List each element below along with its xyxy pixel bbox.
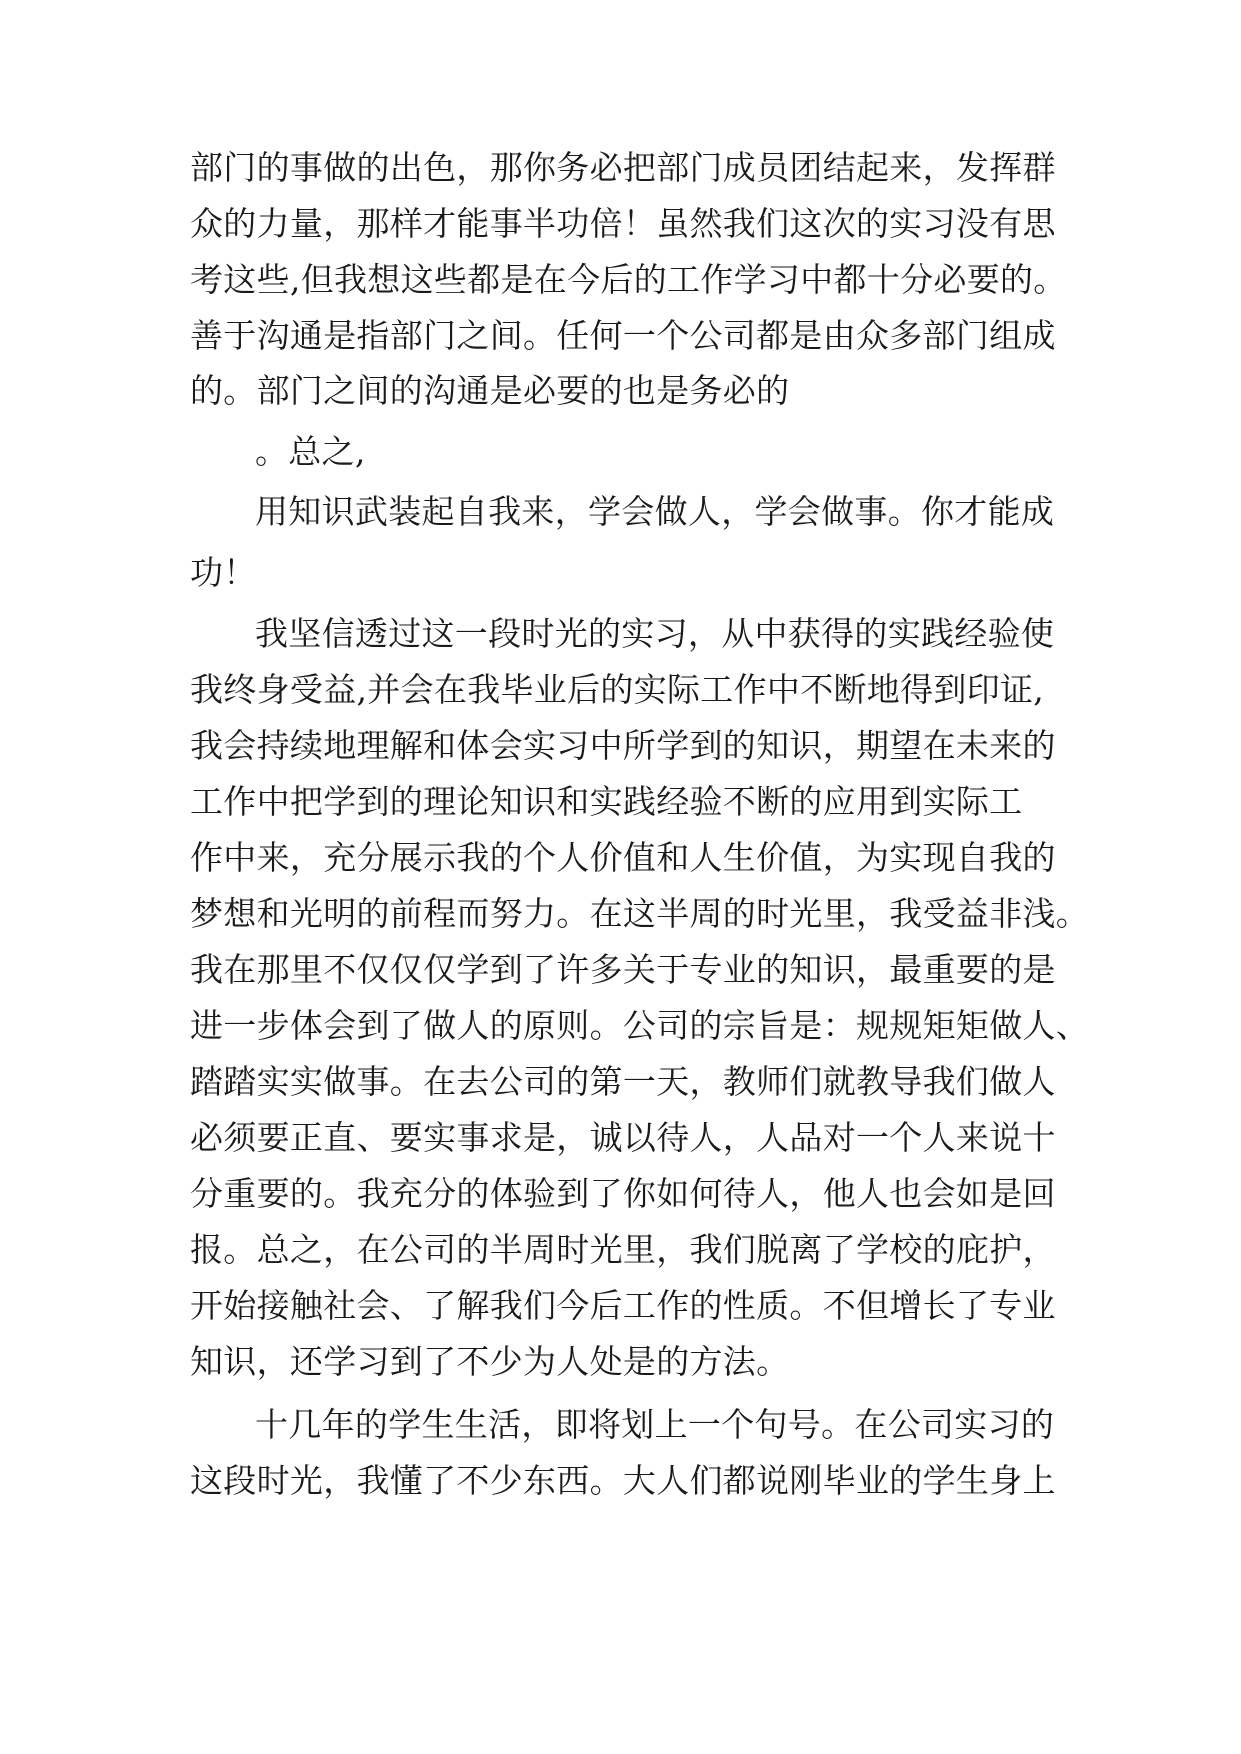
text-line: 进一步体会到了做人的原则。公司的宗旨是：规规矩矩做人、 xyxy=(190,1006,1090,1045)
text-line: 必须要正直、要实事求是，诚以待人，人品对一个人来说十 xyxy=(190,1118,1056,1157)
text-line: 梦想和光明的前程而努力。在这半周的时光里，我受益非浅。 xyxy=(190,894,1090,933)
text-line: 我坚信透过这一段时光的实习，从中获得的实践经验使 xyxy=(255,614,1055,653)
text-line: 知识，还学习到了不少为人处是的方法。 xyxy=(190,1342,790,1381)
text-line: 众的力量，那样才能事半功倍！虽然我们这次的实习没有思 xyxy=(190,204,1056,243)
text-line: 工作中把学到的理论知识和实践经验不断的应用到实际工 xyxy=(190,782,1023,821)
text-line: 部门的事做的出色，那你务必把部门成员团结起来，发挥群 xyxy=(190,148,1056,187)
text-line: 用知识武装起自我来，学会做人，学会做事。你才能成 xyxy=(255,492,1055,531)
text-line: 报。总之，在公司的半周时光里，我们脱离了学校的庇护， xyxy=(190,1230,1056,1269)
text-line: 我会持续地理解和体会实习中所学到的知识，期望在未来的 xyxy=(190,726,1056,765)
text-line: 善于沟通是指部门之间。任何一个公司都是由众多部门组成 xyxy=(190,316,1056,355)
text-line: 开始接触社会、了解我们今后工作的性质。不但增长了专业 xyxy=(190,1286,1056,1325)
text-line: 功！ xyxy=(190,553,257,592)
text-line: 分重要的。我充分的体验到了你如何待人，他人也会如是回 xyxy=(190,1174,1056,1213)
text-line: 。总之, xyxy=(255,432,366,471)
text-line: 作中来，充分展示我的个人价值和人生价值，为实现自我的 xyxy=(190,838,1056,877)
text-line: 踏踏实实做事。在去公司的第一天，教师们就教导我们做人 xyxy=(190,1062,1056,1101)
text-line: 考这些,但我想这些都是在今后的工作学习中都十分必要的。 xyxy=(190,260,1067,299)
text-line: 的。部门之间的沟通是必要的也是务必的 xyxy=(190,371,790,410)
text-line: 这段时光，我懂了不少东西。大人们都说刚毕业的学生身上 xyxy=(190,1461,1056,1500)
text-line: 我终身受益,并会在我毕业后的实际工作中不断地得到印证, xyxy=(190,670,1045,709)
text-line: 十几年的学生生活，即将划上一个句号。在公司实习的 xyxy=(255,1405,1055,1444)
text-line: 我在那里不仅仅仅学到了许多关于专业的知识，最重要的是 xyxy=(190,950,1056,989)
